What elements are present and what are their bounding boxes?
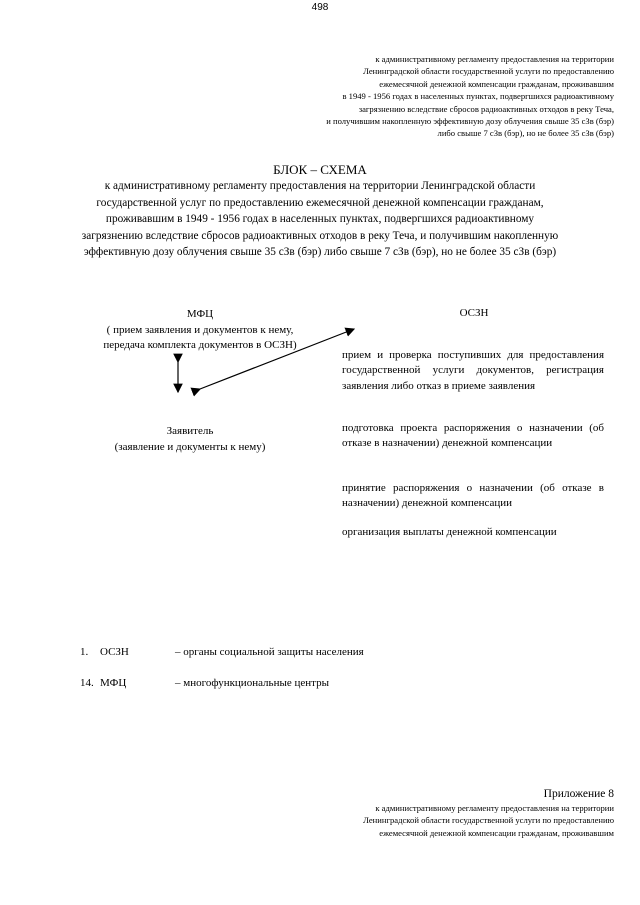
subtitle-line: эффективную дозу облучения свыше 35 сЗв (бэр) либо свыше 7 сЗв (бэр), но не более 35 сЗв (бэр) [83, 246, 557, 259]
annex-header-line: ежемесячной денежной компенсации гражданам, проживавшим [379, 78, 614, 89]
applicant-title: Заявитель [166, 425, 214, 437]
legend-description: – многофункциональные центры [175, 677, 329, 689]
annex-header-line: в 1949 - 1956 годах в населенных пунктах, подвергшихся радиоактивному [342, 91, 614, 102]
oszn-step-prepare: подготовка проекта распоряжения о назначении (об отказе в назначении) денежной компенсации [342, 422, 604, 450]
block-scheme-title: БЛОК – СХЕМА [273, 162, 367, 177]
oszn-step-decision: принятие распоряжения о назначении (об отказе в назначении) денежной компенсации [342, 482, 604, 510]
annex-8-line: Ленинградской области государственной услуги по предоставлению [363, 815, 614, 826]
subtitle-line: государственной услуг по предоставлению ежемесячной денежной компенсации гражданам, [96, 196, 544, 209]
mfc-title: МФЦ [186, 308, 214, 320]
page-number: 498 [311, 2, 329, 13]
subtitle-line: проживавшим в 1949 - 1956 годах в населенных пунктах, подвергшихся радиоактивному [105, 213, 535, 226]
oszn-step-payment: организация выплаты денежной компенсации [342, 526, 557, 538]
mfc-description: передача комплекта документов в ОСЗН) [103, 339, 297, 351]
oszn-step-receive: прием и проверка поступивших для предоставления государственной услуги документов, регистрация заявления либо отказ в приеме заявления [342, 349, 604, 392]
annex-header-line: Ленинградской области государственной услуги по предоставлению [363, 66, 614, 77]
legend-number: 14. [80, 677, 94, 689]
applicant-subtitle: (заявление и документы к нему) [114, 440, 266, 453]
annex-header-line: к административному регламенту предоставления на территории [375, 54, 614, 64]
annex-8-line: ежемесячной денежной компенсации гражданам, проживавшим [379, 827, 614, 838]
annex-8-title: Приложение 8 [543, 788, 614, 800]
annex-8-header [174, 802, 614, 839]
subtitle-line: загрязнению вследствие сбросов радиоактивных отходов в реку Теча, и получившим накопленную [81, 229, 559, 242]
legend-description: – органы социальной защиты населения [175, 646, 364, 658]
arrow-applicant-oszn [200, 329, 354, 389]
annex-header-line: либо свыше 7 сЗв (бэр), но не более 35 сЗв (бэр) [437, 128, 614, 139]
annex-header-line: и получившим накопленную эффективную дозу облучения свыше 35 сЗв (бэр) [326, 116, 614, 127]
subtitle-line: к административному регламенту предоставления на территории Ленинградской области [104, 180, 536, 192]
annex-header-line: загрязнению вследствие сбросов радиоактивных отходов в реку Теча, [358, 103, 614, 114]
annex-8-line: к административному регламенту предоставления на территории [375, 803, 614, 813]
legend-number: 1. [80, 646, 89, 658]
legend-abbreviation: МФЦ [100, 677, 127, 689]
oszn-node-title: ОСЗН [459, 307, 489, 319]
legend-abbreviation: ОСЗН [100, 646, 129, 658]
mfc-description: ( прием заявления и документов к нему, [106, 323, 294, 336]
